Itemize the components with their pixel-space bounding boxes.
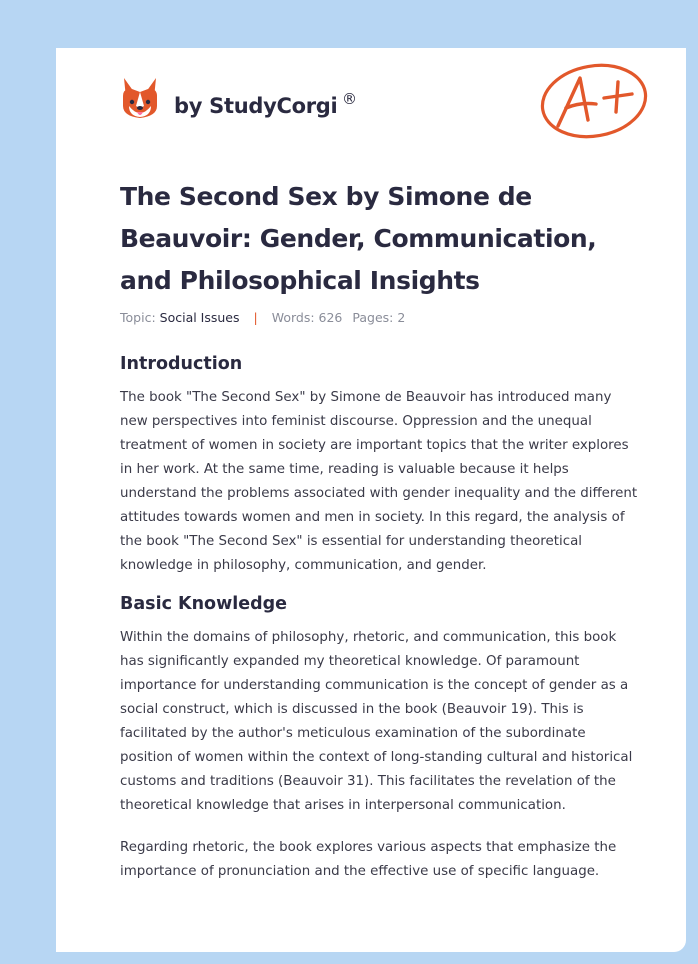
page-count: Pages: 2 [352, 310, 406, 325]
site-header [120, 76, 357, 122]
registered-mark: ® [342, 90, 357, 108]
section-heading-introduction: Introduction [120, 354, 243, 374]
topic-label: Topic: [120, 310, 156, 325]
word-count: Words: 626 [271, 310, 343, 325]
section-heading-basic-knowledge: Basic Knowledge [120, 594, 288, 614]
document-body [120, 350, 640, 884]
topic-link[interactable]: Social Issues [159, 310, 240, 325]
paragraph-introduction: The book "The Second Sex" by Simone de Beauvoir has introduced many new perspectives into feminist discourse. Oppression and the unequal treatment of women in society are important topics that the writer explores in her work. At the same time, reading is valuable because it helps understand the problems associated with gender inequality and the different attitudes towards women and men in society. In this regard, the analysis of the book "The Second Sex" is essential for understanding theoretical knowledge in philosophy, communication, and gender. [120, 390, 638, 573]
corgi-logo-icon[interactable] [120, 76, 160, 122]
paragraph-basic-knowledge-2: Regarding rhetoric, the book explores various aspects that emphasize the importance of pronunciation and the effective use of specific language. [120, 840, 617, 879]
brand-name[interactable]: by StudyCorgi [174, 94, 338, 118]
document-title: The Second Sex by Simone de Beauvoir: Gender, Communication, and Philosophical Insights [120, 182, 597, 295]
document-card [56, 48, 686, 952]
meta-separator: | [253, 310, 258, 325]
document-meta [120, 310, 405, 325]
a-plus-grade-icon [536, 58, 652, 142]
paragraph-basic-knowledge-1: Within the domains of philosophy, rhetoric, and communication, this book has significantly expanded my theoretical knowledge. Of paramount importance for understanding communication is the concept of gender as a social construct, which is discussed in the book (Beauvoir 19). This is facilitated by the author's meticulous examination of the subordinate position of women within the context of long-standing cultural and historical customs and traditions (Beauvoir 31). This facilitates the revelation of the theoretical knowledge that arises in interpersonal communication. [120, 630, 633, 813]
